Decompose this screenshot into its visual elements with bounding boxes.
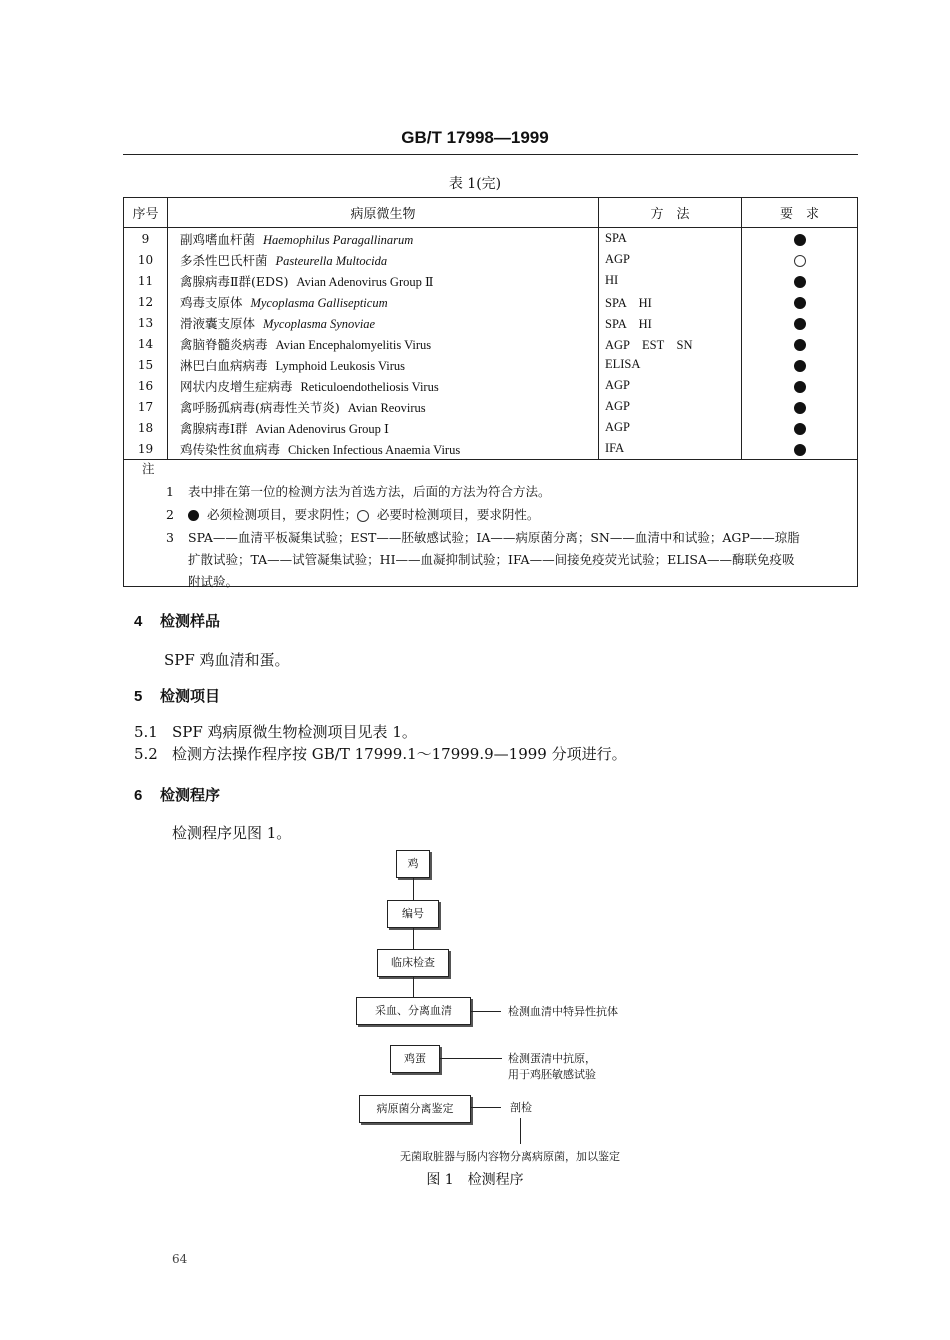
requirement bbox=[742, 333, 858, 354]
requirement bbox=[742, 291, 858, 312]
table-row bbox=[124, 354, 858, 375]
filled-circle-icon bbox=[794, 402, 806, 414]
pathogen-cn: 滑液囊支原体 bbox=[180, 315, 256, 331]
requirement bbox=[742, 375, 858, 396]
pathogen-name bbox=[168, 291, 599, 312]
flow-box-blood-serum: 采血、分离血清 bbox=[356, 997, 471, 1025]
row-number: 10 bbox=[124, 249, 168, 270]
table-row bbox=[124, 375, 858, 396]
flow-note-necropsy: 剖检 bbox=[510, 1101, 532, 1114]
method: AGP bbox=[599, 249, 742, 270]
pathogen-en: Haemophilus Paragallinarum bbox=[262, 232, 414, 247]
pathogen-cn: 鸡传染性贫血病毒 bbox=[180, 441, 281, 457]
filled-circle-icon bbox=[188, 510, 199, 521]
pathogen-cn: 禽腺病毒Ⅱ群(EDS) bbox=[180, 273, 289, 289]
pathogen-cn: 淋巴白血病病毒 bbox=[180, 357, 268, 373]
filled-circle-icon bbox=[794, 276, 806, 288]
section-4-heading: 4 检测样品 bbox=[134, 613, 221, 630]
pathogen-en: Mycoplasma Synoviae bbox=[262, 316, 376, 331]
table-row bbox=[124, 417, 858, 438]
filled-circle-icon bbox=[794, 360, 806, 372]
flow-connector bbox=[440, 1058, 502, 1059]
section-6-body: 检测程序见图 1。 bbox=[172, 824, 292, 842]
table-row bbox=[124, 270, 858, 291]
row-number: 17 bbox=[124, 396, 168, 417]
method: AGP EST SN bbox=[599, 333, 742, 354]
note-3-line-2: 扩散试验；TA——试管凝集试验；HI——血凝抑制试验；IFA——间接免疫荧光试验；ELISA——酶联免疫吸 bbox=[188, 552, 795, 567]
open-circle-icon bbox=[794, 255, 806, 267]
note-2: 2 必须检测项目，要求阴性； 必要时检测项目，要求阴性。 bbox=[166, 507, 540, 522]
col-header-method: 方 法 bbox=[599, 198, 742, 228]
pathogen-name bbox=[168, 312, 599, 333]
pathogen-cn: 鸡毒支原体 bbox=[180, 294, 243, 310]
table-row bbox=[124, 249, 858, 270]
pathogen-name bbox=[168, 249, 599, 270]
pathogen-en: Avian Encephalomyelitis Virus bbox=[275, 337, 432, 352]
open-circle-icon bbox=[357, 510, 369, 522]
col-header-pathogen: 病原微生物 bbox=[168, 198, 599, 228]
filled-circle-icon bbox=[794, 318, 806, 330]
pathogen-name bbox=[168, 228, 599, 250]
col-header-requirement: 要 求 bbox=[742, 198, 858, 228]
pathogen-cn: 禽脑脊髓炎病毒 bbox=[180, 336, 268, 352]
col-header-no: 序号 bbox=[124, 198, 168, 228]
pathogen-en: Chicken Infectious Anaemia Virus bbox=[287, 442, 461, 457]
note-3: 3 SPA——血清平板凝集试验；EST——胚敏感试验；IA——病原菌分离；SN——血清中和试验；AGP——琼脂 bbox=[166, 530, 800, 545]
requirement bbox=[742, 228, 858, 250]
table-row bbox=[124, 291, 858, 312]
flow-note-egg-1: 检测蛋清中抗原， bbox=[508, 1052, 596, 1065]
requirement bbox=[742, 417, 858, 438]
row-number: 19 bbox=[124, 438, 168, 460]
flow-box-egg: 鸡蛋 bbox=[390, 1045, 440, 1073]
flow-note-isolate: 无菌取脏器与肠内容物分离病原菌，加以鉴定 bbox=[400, 1150, 620, 1163]
requirement bbox=[742, 354, 858, 375]
row-number: 9 bbox=[124, 228, 168, 250]
method: IFA bbox=[599, 438, 742, 460]
pathogen-en: Avian Adenovirus Group Ⅰ bbox=[255, 421, 389, 436]
note-1: 1 表中排在第一位的检测方法为首选方法，后面的方法为符合方法。 bbox=[166, 484, 551, 499]
requirement bbox=[742, 249, 858, 270]
table-row bbox=[124, 333, 858, 354]
pathogen-table bbox=[123, 197, 858, 460]
flow-arrow bbox=[413, 977, 414, 997]
pathogen-cn: 禽呼肠孤病毒(病毒性关节炎) bbox=[180, 399, 340, 415]
flow-connector bbox=[471, 1107, 501, 1108]
figure-caption: 图 1 检测程序 bbox=[426, 1172, 524, 1188]
table-row bbox=[124, 228, 858, 250]
filled-circle-icon bbox=[794, 423, 806, 435]
method: ELISA bbox=[599, 354, 742, 375]
filled-circle-icon bbox=[794, 339, 806, 351]
flow-connector bbox=[471, 1011, 501, 1012]
method: SPA bbox=[599, 228, 742, 250]
table-caption: 表 1(完) bbox=[448, 176, 502, 192]
filled-circle-icon bbox=[794, 297, 806, 309]
flow-arrow bbox=[413, 928, 414, 949]
method: AGP bbox=[599, 417, 742, 438]
row-number: 12 bbox=[124, 291, 168, 312]
note-3-line-3: 附试验。 bbox=[188, 574, 239, 589]
requirement bbox=[742, 396, 858, 417]
section-6-heading: 6 检测程序 bbox=[134, 787, 221, 804]
row-number: 15 bbox=[124, 354, 168, 375]
pathogen-cn: 禽腺病毒Ⅰ群 bbox=[180, 420, 248, 436]
pathogen-name bbox=[168, 417, 599, 438]
pathogen-name bbox=[168, 375, 599, 396]
table-row bbox=[124, 312, 858, 333]
pathogen-name bbox=[168, 354, 599, 375]
pathogen-cn: 副鸡嗜血杆菌 bbox=[180, 231, 256, 247]
pathogen-en: Pasteurella Multocida bbox=[275, 253, 388, 268]
page-number: 64 bbox=[172, 1252, 188, 1266]
method: AGP bbox=[599, 396, 742, 417]
requirement bbox=[742, 312, 858, 333]
section-5-heading: 5 检测项目 bbox=[134, 688, 221, 705]
section-4-body: SPF 鸡血清和蛋。 bbox=[164, 651, 290, 669]
flow-arrow bbox=[413, 878, 414, 900]
requirement bbox=[742, 270, 858, 291]
standard-number: GB/T 17998—1999 bbox=[401, 128, 549, 147]
pathogen-en: Avian Adenovirus Group Ⅱ bbox=[296, 274, 434, 289]
method: SPA HI bbox=[599, 291, 742, 312]
pathogen-name bbox=[168, 333, 599, 354]
filled-circle-icon bbox=[794, 444, 806, 456]
flow-box-clinical-exam: 临床检查 bbox=[377, 949, 449, 977]
pathogen-name bbox=[168, 270, 599, 291]
section-5-2: 5.2 检测方法操作程序按 GB/T 17999.1～17999.9—1999 分项进行。 bbox=[134, 745, 627, 763]
pathogen-cn: 网状内皮增生症病毒 bbox=[180, 378, 293, 394]
section-5-1: 5.1 SPF 鸡病原微生物检测项目见表 1。 bbox=[134, 723, 417, 741]
flow-box-numbering: 编号 bbox=[387, 900, 439, 928]
pathogen-en: Avian Reovirus bbox=[347, 400, 426, 415]
row-number: 18 bbox=[124, 417, 168, 438]
flow-note-egg-2: 用于鸡胚敏感试验 bbox=[508, 1068, 596, 1081]
method: HI bbox=[599, 270, 742, 291]
flow-note-serum: 检测血清中特异性抗体 bbox=[508, 1005, 618, 1018]
flow-arrow bbox=[520, 1118, 521, 1144]
row-number: 16 bbox=[124, 375, 168, 396]
method: SPA HI bbox=[599, 312, 742, 333]
pathogen-cn: 多杀性巴氏杆菌 bbox=[180, 252, 268, 268]
notes-label: 注 bbox=[142, 461, 155, 476]
row-number: 13 bbox=[124, 312, 168, 333]
row-number: 11 bbox=[124, 270, 168, 291]
pathogen-en: Mycoplasma Gallisepticum bbox=[250, 295, 388, 310]
header-rule bbox=[123, 154, 858, 155]
table-row bbox=[124, 396, 858, 417]
flow-box-pathogen-isolation: 病原菌分离鉴定 bbox=[359, 1095, 471, 1123]
table-header-row bbox=[124, 198, 858, 228]
pathogen-name bbox=[168, 396, 599, 417]
pathogen-en: Reticuloendotheliosis Virus bbox=[300, 379, 439, 394]
filled-circle-icon bbox=[794, 234, 806, 246]
row-number: 14 bbox=[124, 333, 168, 354]
filled-circle-icon bbox=[794, 381, 806, 393]
pathogen-en: Lymphoid Leukosis Virus bbox=[275, 358, 406, 373]
table-notes bbox=[123, 457, 858, 587]
method: AGP bbox=[599, 375, 742, 396]
flow-box-chicken: 鸡 bbox=[396, 850, 430, 878]
